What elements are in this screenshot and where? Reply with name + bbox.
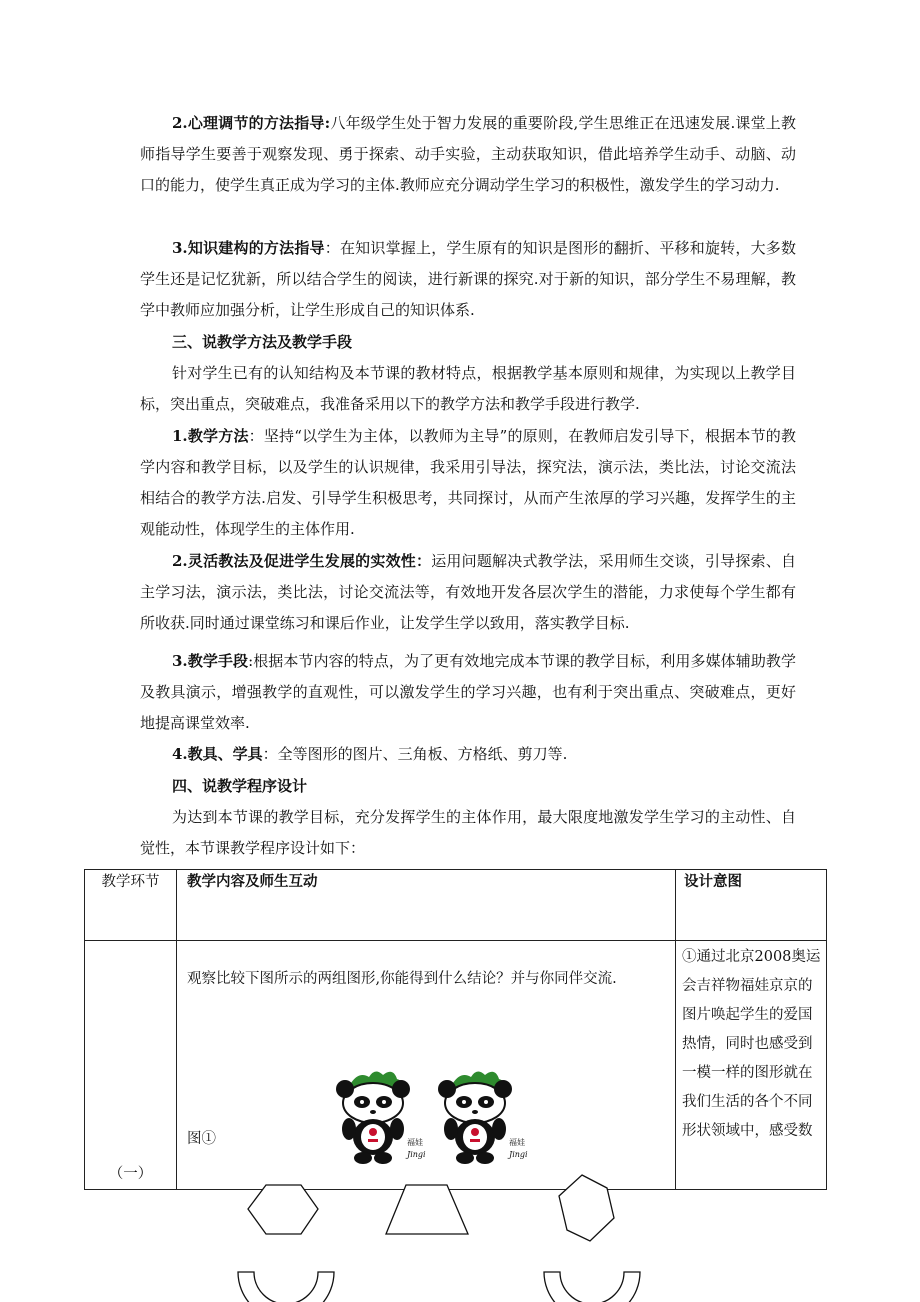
paragraph-teaching-means [140,646,796,739]
mascot-caption-en: Jingi [407,1150,426,1159]
mascot-caption-en: Jingi [509,1150,528,1159]
paragraph-tools [140,739,796,770]
half-ring-shape-right [544,1272,640,1302]
paragraph-program-intro [140,802,796,864]
hexagon-shape [248,1185,318,1234]
content-cell [177,941,676,1190]
half-ring-shape-left [238,1272,334,1302]
question-text: 观察比较下图所示的两组图形,你能得到什么结论？并与你同伴交流. [187,971,617,987]
table-header-row [85,870,827,941]
paragraph-text: 为达到本节课的教学目标，充分发挥学生的主体作用，最大限度地激发学生学习的主动性、自觉性，本节课教学程序设计如下： [140,808,796,857]
paragraph-title: 3.教学手段 [172,652,249,670]
section-heading-4: 四、说教学程序设计 [172,777,308,795]
paragraph-title: 2.心理调节的方法指导: [172,114,331,132]
figure-label: 图① [187,1131,216,1147]
intent-cell [676,941,827,1190]
paragraph-title: 4.教具、学具 [172,745,263,763]
table-row [85,941,827,1190]
paragraph-text: 八年级学生处于智力发展的重要阶段,学生思维正在迅速发展.课堂上教师指导学生要善于观察发现、勇于探索、动手实验，主动获取知识，借此培养学生动手、动脑、动口的能力，使学生真正成为学习的主体.教师应充分调动学生学习的积极性，激发学生的学习动力. [140,114,796,194]
intent-text: ①通过北京2008奥运会吉祥物福娃京京的图片唤起学生的爱国热情，同时也感受到一模一样的图形就在我们生活的各个不同形状领域中，感受数 [682,949,821,1139]
paragraph-teaching-method [140,421,796,545]
section-heading-3: 三、说教学方法及教学手段 [172,333,353,351]
paragraph-psychology [140,108,796,201]
paragraph-title: 1.教学方法 [172,427,249,445]
paragraph-knowledge [140,233,796,326]
stage-cell [85,941,177,1190]
stage-label: （一） [108,1166,153,1182]
paragraph-text: 针对学生已有的认知结构及本节课的教材特点，根据教学基本原则和规律，为实现以上教学目标，突出重点，突破难点，我准备采用以下的教学方法和教学手段进行教学. [140,364,796,413]
paragraph-flexible-method [140,546,796,639]
paragraph-text: ：全等图形的图片、三角板、方格纸、剪刀等. [262,745,568,763]
paragraph-text: ：在知识掌握上，学生原有的知识是图形的翻折、平移和旋转，大多数学生还是记忆犹新，所以结合学生的阅读，进行新课的探究.对于新的知识，部分学生不易理解，教学中教师应加强分析，让学生形成自己的知识体系. [140,239,796,319]
header-content: 教学内容及师生互动 [177,870,676,941]
header-stage: 教学环节 [85,870,177,941]
paragraph-text: ：坚持“以学生为主体，以教师为主导”的原则，在教师启发引导下，根据本节的教学内容和教学目标，以及学生的认识规律，我采用引导法，探究法，演示法，类比法，讨论交流法相结合的教学方法.启发、引导学生积极思考，共同探讨，从而产生浓厚的学习兴趣，发挥学生的主观能动性，体现学生的主体作用. [140,427,796,538]
mascot-caption-cn: 福娃 [407,1138,423,1147]
paragraph-title: 3.知识建构的方法指导 [172,239,325,257]
mascot-caption-cn: 福娃 [509,1138,525,1147]
lesson-design-table [84,869,827,1190]
paragraph-intro-methods [140,358,796,420]
paragraph-title: 2.灵活教法及促进学生发展的实效性： [172,552,432,570]
paragraph-text: :根据本节内容的特点，为了更有效地完成本节课的教学目标，利用多媒体辅助教学及教具演示，增强教学的直观性，可以激发学生的学习兴趣，也有利于突出重点、突破难点，更好地提高课堂效率. [140,652,796,732]
mascot-figures [329,1069,539,1167]
paragraph-text: 运用问题解决式教学法，采用师生交谈，引导探索、自主学习法，演示法，类比法，讨论交流法等，有效地开发各层次学生的潜能，力求使每个学生都有所收获.同时通过课堂练习和课后作业，让发学生学以致用，落实教学目标. [140,552,796,632]
header-intent: 设计意图 [676,870,827,941]
trapezoid-shape [386,1185,468,1234]
mascot-jingjing-left [336,1071,426,1164]
mascot-jingjing-right [438,1071,528,1164]
